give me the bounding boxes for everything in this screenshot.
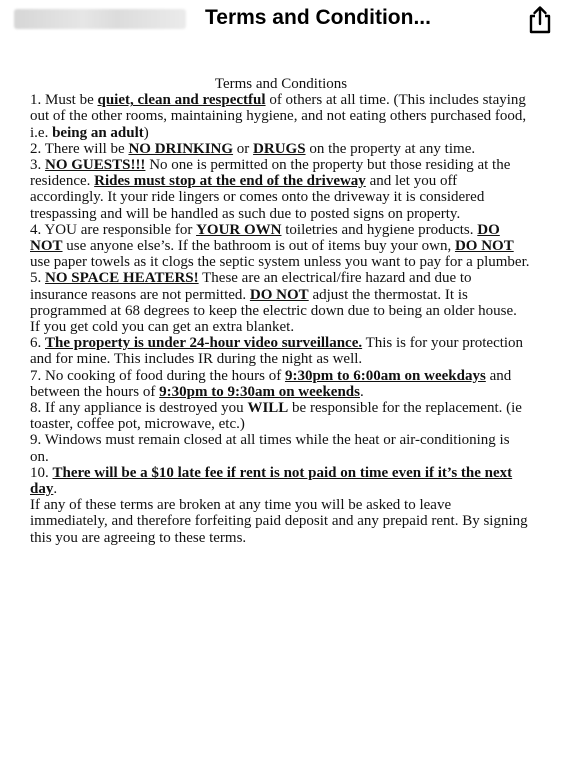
rule-text: use paper towels as it clogs the septic system unless you want to pay for a plumber. — [30, 254, 530, 271]
rule-text: 9:30pm to 6:00am on weekdays — [284, 367, 486, 384]
blurred-back-button[interactable] — [14, 9, 186, 29]
rule-item — [30, 270, 530, 335]
rule-text: 4. YOU are responsible for — [30, 221, 197, 238]
rule-text: The property is under 24-hour video surveillance. — [45, 335, 363, 352]
rule-text: 5. — [30, 270, 45, 287]
rule-text: or — [233, 140, 254, 157]
rule-text: adjust the thermostat. It is programmed at 68 degrees to keep the electric down due to being an older house. If you get cold you can get an extra blanket. — [30, 286, 517, 336]
rule-text: . — [359, 383, 364, 400]
rule-text: 6. — [30, 335, 45, 352]
rule-text: on the property at any time. — [305, 140, 476, 157]
rule-text: 10. — [30, 464, 53, 481]
rule-item — [30, 141, 530, 157]
rule-text: If any of these terms are broken at any time you will be asked to leave immediately, and therefore forfeiting paid deposit and any prepaid rent. By signing this you are agreeing to these terms. — [30, 497, 528, 546]
rule-text: NO DRINKING — [128, 140, 234, 157]
rule-text: of others at all time. (This includes staying out of the other rooms, maintaining hygiene, and not eating others purchased food, i.e. — [30, 92, 527, 141]
rule-text: WILL — [247, 400, 289, 417]
nav-title: Terms and Condition... — [205, 6, 431, 29]
rule-text: DO NOT — [249, 286, 309, 303]
rule-item — [30, 497, 530, 546]
rules-list — [30, 92, 530, 546]
rule-text: No one is permitted on the property but those residing at the residence. — [30, 157, 511, 190]
rule-text: 9:30pm to 9:30am on weekends — [159, 383, 360, 400]
rule-item — [30, 400, 530, 432]
rule-text: be responsible for the replacement. (ie toaster, coffee pot, microwave, etc.) — [30, 400, 522, 433]
rule-text: use anyone else’s. If the bathroom is out of items buy your own, — [62, 238, 455, 255]
rule-item — [30, 335, 530, 367]
rule-text: ) — [143, 124, 149, 141]
rule-item — [30, 368, 530, 400]
rule-text: 3. — [30, 157, 45, 174]
rule-text: 7. No cooking of food during the hours of — [30, 367, 285, 384]
rule-item — [30, 432, 530, 464]
rule-text: quiet, clean and respectful — [97, 92, 266, 109]
rule-text: NO SPACE HEATERS! — [45, 270, 199, 287]
rule-text: YOUR OWN — [196, 221, 282, 238]
rule-text: 8. If any appliance is destroyed you — [30, 400, 248, 417]
navigation-bar — [0, 0, 578, 44]
rule-text: . — [53, 481, 58, 498]
rule-item — [30, 465, 530, 497]
rule-text: being an adult — [52, 124, 144, 141]
document-title: Terms and Conditions — [214, 76, 348, 92]
rule-item — [30, 92, 530, 141]
share-button[interactable] — [522, 2, 558, 38]
rule-text: These are an electrical/fire hazard and due to insurance reasons are not permitted. — [30, 270, 472, 303]
rule-text: toiletries and hygiene products. — [281, 221, 478, 238]
rule-text: There will be a $10 late fee if rent is not paid on time even if it’s the next day — [30, 464, 513, 498]
rule-text: Rides must stop at the end of the driveway — [94, 173, 366, 190]
terms-document — [30, 76, 530, 546]
rule-item — [30, 222, 530, 271]
rule-text: This is for your protection and for mine. This includes IR during the night as well. — [30, 335, 524, 368]
rule-text: and let you off accordingly. It your ride lingers or comes onto the driveway it is considered trespassing and will be handled as such due to posted signs on property. — [30, 173, 485, 222]
rule-item — [30, 157, 530, 222]
rule-text: DRUGS — [253, 140, 306, 157]
rule-text: 9. Windows must remain closed at all times while the heat or air-conditioning is on. — [30, 432, 510, 465]
share-icon — [526, 5, 554, 35]
rule-text: DO NOT — [30, 221, 500, 255]
rule-text: 1. Must be — [30, 92, 98, 109]
rule-text: DO NOT — [454, 238, 514, 255]
rule-text: and between the hours of — [30, 367, 512, 400]
rule-text: 2. There will be — [30, 140, 129, 157]
rule-text: NO GUESTS!!! — [45, 157, 146, 174]
